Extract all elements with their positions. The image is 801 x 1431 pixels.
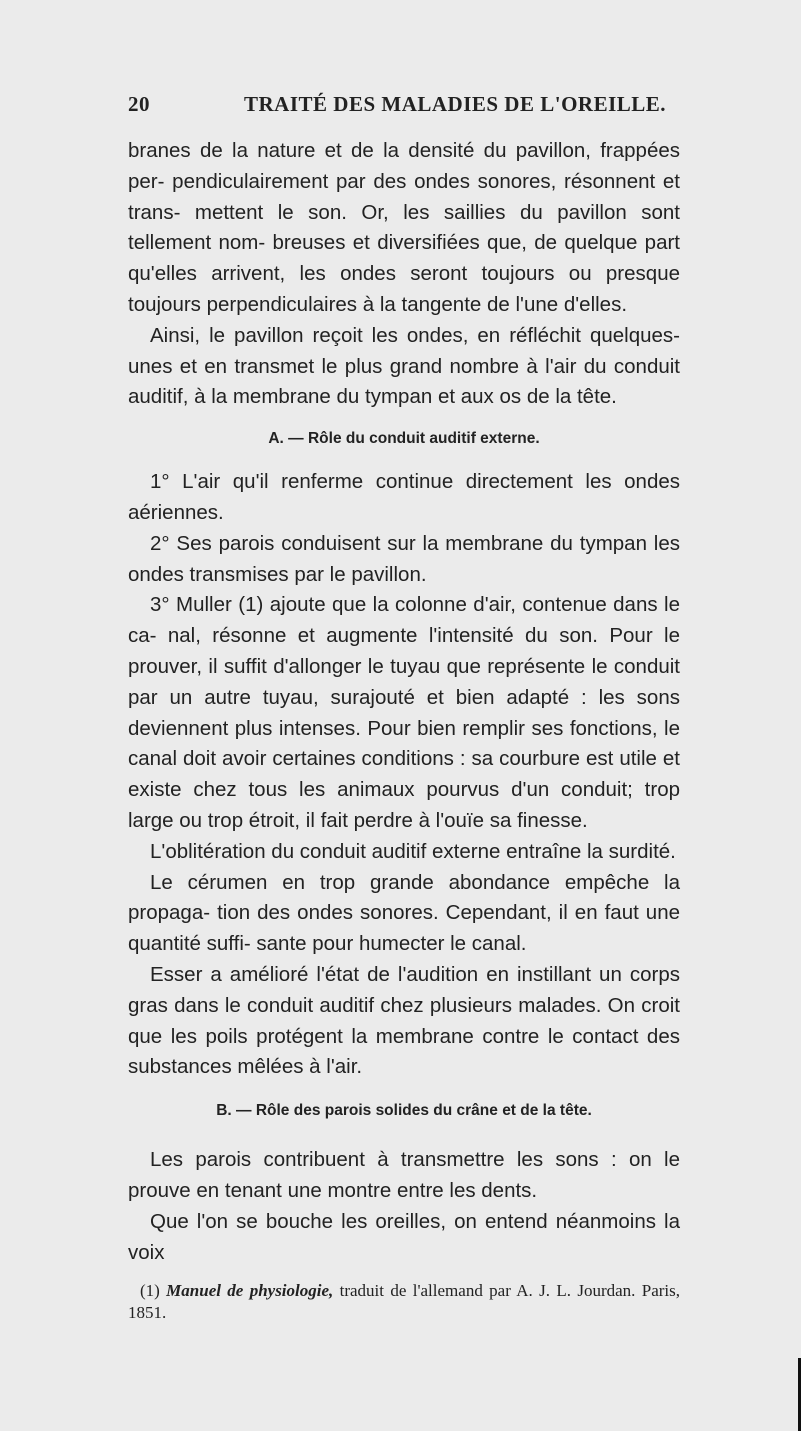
footnote-text: traduit de l'allemand par A. J. L. Jourdan. Paris, 1851. <box>128 1281 680 1323</box>
paragraph: 3° Muller (1) ajoute que la colonne d'air, contenue dans le ca- nal, résonne et augmente l'intensité du son. Pour le prouver, il suffit d'allonger le tuyau que représente le conduit par un autre tuyau, surajouté et bien adapté : les sons deviennent plus intenses. Pour bien remplir ses fonctions, le canal doit avoir certaines conditions : sa courbure est utile et existe chez tous les animaux pourvus d'un conduit; trop large ou trop étroit, il fait perdre à l'ouïe sa finesse. <box>128 593 680 832</box>
paragraph: L'oblitération du conduit auditif externe entraîne la surdité. <box>150 839 676 863</box>
section-heading-a: A. — Rôle du conduit auditif externe. <box>268 430 540 448</box>
paragraph: Ainsi, le pavillon reçoit les ondes, en réfléchit quelques-unes et en transmet le plus grand nombre à l'air du conduit auditif, à la membrane du tympan et aux os de la tête. <box>128 323 680 409</box>
page-number: 20 <box>128 92 150 116</box>
paragraph: Les parois contribuent à transmettre les sons : on le prouve en tenant une montre entre les dents. <box>128 1148 680 1202</box>
running-title: TRAITÉ DES MALADIES DE L'OREILLE. <box>244 92 667 116</box>
paragraph-continued: branes de la nature et de la densité du pavillon, frappées per- pendiculairement par des ondes sonores, résonnent et trans- mettent le son. Or, les saillies du pavillon sont tellement nom- breuses et diversifiées que, de quelque part qu'elles arrivent, les ondes seront toujours ou presque toujours perpendiculaires à la tangente de l'une d'elles. <box>128 139 680 316</box>
page-body <box>128 136 680 1324</box>
footnote-marker: (1) <box>140 1281 160 1301</box>
paragraph: Esser a amélioré l'état de l'audition en instillant un corps gras dans le conduit auditif chez plusieurs malades. On croit que les poils protégent la membrane contre le contact des substances mêlées à l'air. <box>128 962 680 1079</box>
running-header <box>128 92 688 122</box>
footnote <box>128 1280 680 1324</box>
footnote-title: Manuel de physiologie, <box>166 1281 334 1301</box>
paragraph: Que l'on se bouche les oreilles, on entend néanmoins la voix <box>128 1209 680 1264</box>
paragraph: 2° Ses parois conduisent sur la membrane du tympan les ondes transmises par le pavillon. <box>128 531 680 586</box>
section-heading-b: B. — Rôle des parois solides du crâne et de la tête. <box>216 1102 592 1120</box>
paragraph: Le cérumen en trop grande abondance empêche la propaga- tion des ondes sonores. Cependant, il en faut une quantité suffi- sante pour humecter le canal. <box>128 870 680 956</box>
paragraph: 1° L'air qu'il renferme continue directement les ondes aériennes. <box>128 470 680 524</box>
